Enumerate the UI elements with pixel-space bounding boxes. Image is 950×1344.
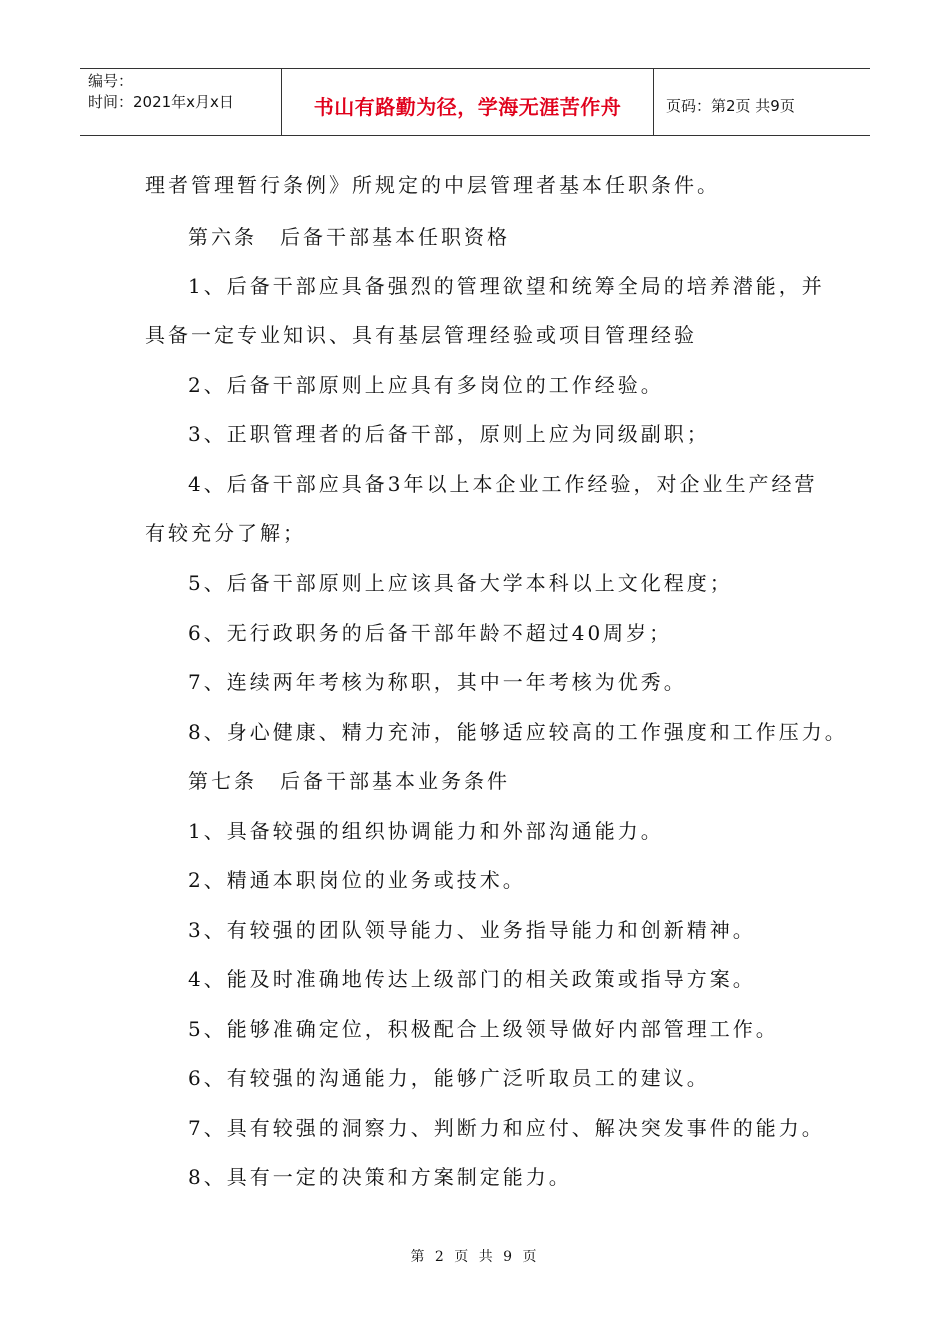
body-line: 5、能够准确定位，积极配合上级领导做好内部管理工作。: [188, 1017, 779, 1041]
body-line: 4、能及时准确地传达上级部门的相关政策或指导方案。: [188, 967, 756, 991]
body-line: 2、精通本职岗位的业务或技术。: [188, 868, 526, 892]
body-line: 8、身心健康、精力充沛，能够适应较高的工作强度和工作压力。: [188, 720, 848, 744]
body-line: 5、后备干部原则上应该具备大学本科以上文化程度；: [188, 571, 733, 595]
document-date-label: 时间：2021年x月x日: [88, 93, 234, 111]
body-line: 具备一定专业知识、具有基层管理经验或项目管理经验: [145, 323, 697, 347]
header-page-number: 页码：第2页 共9页: [666, 96, 795, 115]
body-line: 6、无行政职务的后备干部年龄不超过40周岁；: [188, 621, 673, 645]
body-line: 有较充分了解；: [145, 521, 306, 545]
body-line: 3、有较强的团队领导能力、业务指导能力和创新精神。: [188, 918, 756, 942]
body-line: 1、后备干部应具备强烈的管理欲望和统筹全局的培养潜能，并: [188, 274, 825, 298]
page-footer: 第 2 页 共 9 页: [410, 1249, 540, 1265]
body-line: 3、正职管理者的后备干部，原则上应为同级副职；: [188, 422, 710, 446]
body-line: 6、有较强的沟通能力，能够广泛听取员工的建议。: [188, 1066, 710, 1090]
section-heading-article-7: 第七条 后备干部基本业务条件: [188, 769, 510, 793]
section-heading-article-6: 第六条 后备干部基本任职资格: [188, 225, 510, 249]
body-line: 7、连续两年考核为称职，其中一年考核为优秀。: [188, 670, 687, 694]
document-header: [80, 68, 870, 136]
header-meta: [80, 69, 282, 135]
body-line: 1、具备较强的组织协调能力和外部沟通能力。: [188, 819, 664, 843]
body-line: 4、后备干部应具备3年以上本企业工作经验，对企业生产经营: [188, 472, 818, 496]
body-line: 理者管理暂行条例》所规定的中层管理者基本任职条件。: [145, 173, 720, 197]
body-line: 7、具有较强的洞察力、判断力和应付、解决突发事件的能力。: [188, 1116, 825, 1140]
document-number-label: 编号：: [88, 72, 134, 90]
header-motto: 书山有路勤为径，学海无涯苦作舟: [282, 69, 654, 135]
body-line: 8、具有一定的决策和方案制定能力。: [188, 1165, 572, 1189]
body-line: 2、后备干部原则上应具有多岗位的工作经验。: [188, 373, 664, 397]
